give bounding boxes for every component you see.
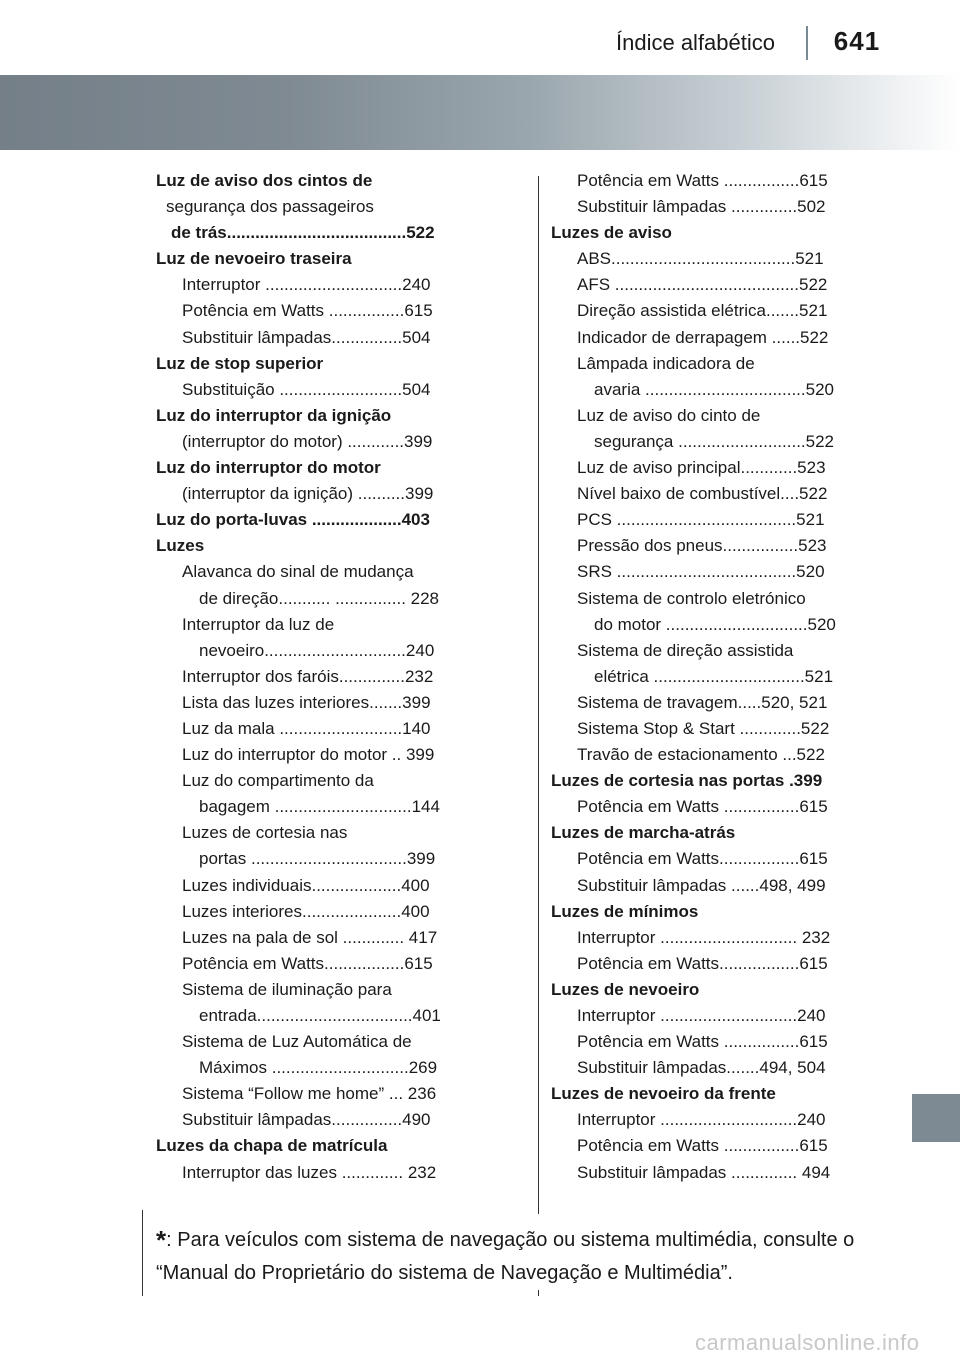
index-entry: Substituir lâmpadas ..............502 [577,197,826,217]
index-heading: Luzes de mínimos [551,901,699,921]
index-entry: segurança ...........................522 [594,431,835,451]
index-heading: Luz do interruptor da ignição [156,405,392,425]
page-number: 641 [833,26,881,56]
index-entry: Pressão dos pneus................523 [577,536,827,556]
column-divider [538,176,539,1214]
index-entry: Interruptor da luz de [182,614,335,634]
index-entry: ABS.......................................521 [577,249,824,269]
index-entry: Máximos .............................269 [199,1058,438,1078]
index-entry: Nível baixo de combustível....522 [577,484,828,504]
index-heading: Luz de aviso dos cintos de [156,171,373,190]
index-entry: Luz de aviso do cinto de [577,405,761,425]
index-entry: Luz da mala ..........................140 [182,718,431,738]
index-column-right [551,168,863,1186]
index-heading: Luzes [156,536,205,556]
index-entry: Substituir lâmpadas...............504 [182,327,431,347]
index-entry: Luzes de cortesia nas [182,823,348,843]
footnote-text: : Para veículos com sistema de navegação ou sistema multimédia, consulte o “Manual do Proprietário do sistema de Navegação e Multimédia”. [156,1229,855,1284]
index-entry: Direção assistida elétrica.......521 [577,301,828,321]
footer-rule [142,1210,143,1296]
index-entry: Substituir lâmpadas...............490 [182,1110,431,1130]
index-entry: Potência em Watts.................615 [182,953,433,973]
index-entry: nevoeiro..............................240 [199,640,435,660]
index-entry: SRS ......................................520 [577,562,825,582]
index-entry: Sistema de travagem.....520, 521 [577,692,828,712]
index-entry: Indicador de derrapagem ......522 [577,327,829,347]
index-entry: AFS .......................................522 [577,275,828,295]
index-entry: (interruptor do motor) ............399 [182,431,433,451]
index-entry: Sistema de direção assistida [577,640,794,660]
index-entry: portas .................................399 [199,849,436,869]
index-entry: segurança dos passageiros [166,197,374,217]
index-entry: Potência em Watts.................615 [577,953,828,973]
index-heading: Luzes de marcha-atrás [551,823,736,843]
index-heading: Luzes de cortesia nas portas .399 [551,771,823,791]
index-heading: Luzes de nevoeiro [551,979,700,999]
index-entry: Luzes individuais...................400 [182,875,430,895]
index-entry: Potência em Watts ................615 [577,1136,828,1156]
watermark: carmanualsonline.info [695,1330,920,1355]
index-entry: Substituir lâmpadas.......494, 504 [577,1058,826,1078]
index-entry: Interruptor dos faróis..............232 [182,666,434,686]
index-entry: Substituir lâmpadas .............. 494 [577,1162,831,1182]
index-entry: Alavanca do sinal de mudança [182,562,414,582]
index-entry: Interruptor das luzes ............. 232 [182,1162,437,1182]
chapter-tab [912,1094,960,1142]
index-heading: Luz do porta-luvas ...................403 [156,510,430,530]
index-heading: Luzes da chapa de matrícula [156,1136,388,1156]
index-entry: Interruptor ............................. 232 [577,927,831,947]
index-entry: Potência em Watts ................615 [577,171,828,190]
index-entry: Potência em Watts ................615 [182,301,433,321]
index-entry: Luz do interruptor do motor .. 399 [182,745,435,765]
index-entry: Luzes interiores.....................400 [182,901,430,921]
page-header [0,0,960,150]
index-heading: Luz do interruptor do motor [156,458,381,478]
index-entry: Lista das luzes interiores.......399 [182,692,431,712]
footnote-marker: * [156,1225,167,1255]
index-entry: PCS ......................................521 [577,510,825,530]
footer-mark [538,1290,539,1296]
index-entry: Sistema de controlo eletrónico [577,588,806,608]
index-entry: de trás......................................522 [171,223,435,243]
index-entry: Sistema “Follow me home” ... 236 [182,1084,437,1104]
index-entry: Interruptor .............................240 [577,1110,826,1130]
index-entry: Potência em Watts.................615 [577,849,828,869]
index-heading: Luz de nevoeiro traseira [156,249,352,269]
index-entry: entrada.................................401 [199,1006,441,1025]
index-entry: de direção........... ............... 228 [199,588,440,608]
index-entry: Interruptor .............................240 [577,1006,826,1025]
index-entry: Potência em Watts ................615 [577,1032,828,1052]
index-entry: Luzes na pala de sol ............. 417 [182,927,438,947]
index-entry: Interruptor .............................240 [182,275,431,295]
title-divider [806,26,808,60]
index-entry: Sistema de iluminação para [182,979,392,999]
index-entry: Potência em Watts ................615 [577,797,828,817]
index-heading: Luz de stop superior [156,353,324,373]
index-entry: Substituir lâmpadas ......498, 499 [577,875,826,895]
index-entry: Sistema de Luz Automática de [182,1032,412,1052]
index-entry: Luz de aviso principal............523 [577,458,826,478]
index-entry: Substituição ..........................504 [182,379,431,399]
index-entry: Luz do compartimento da [182,771,374,791]
index-entry: Lâmpada indicadora de [577,353,755,373]
footnote [156,1224,862,1290]
index-entry: avaria ..................................520 [594,379,834,399]
index-entry: (interruptor da ignição) ..........399 [182,484,434,504]
index-heading: Luzes de aviso [551,223,672,243]
index-entry: elétrica ................................521 [594,666,834,686]
index-heading: Luzes de nevoeiro da frente [551,1084,776,1104]
index-entry: Sistema Stop & Start .............522 [577,718,830,738]
section-title: Índice alfabético [616,30,775,55]
header-banner [0,75,960,150]
index-entry: Travão de estacionamento ...522 [577,745,825,765]
index-entry: bagagem .............................144 [199,797,440,817]
index-entry: do motor ..............................520 [594,614,836,634]
index-column-left [156,168,468,1186]
